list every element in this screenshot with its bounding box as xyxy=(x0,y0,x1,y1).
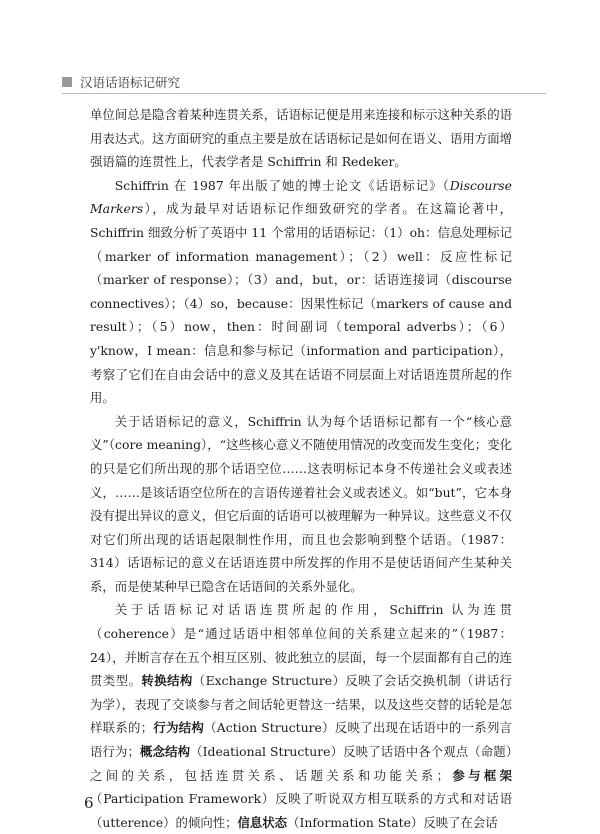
term-ideational-structure: 概念结构 xyxy=(139,744,191,760)
paragraph-4-text-6: （Information State）反映了在会话 xyxy=(287,814,498,830)
header-title: 汉语话语标记研究 xyxy=(80,75,181,90)
paragraph-2-text-b: ），成为最早对话语标记作细致研究的学者。在这篇论著中，Schiffrin 细致分析了英语中 11 个常用的话语标记：（1）oh：信息处理标记（marker of information management）；（2）well：反应性标记（marker of response）；（3）and，but，or：话语连接词（discourse connectives）；（4）so，because：因果性标记（markers of cause and result）；（5）now，then：时间副词（temporal adverbs）；（6）y'know，I mean：信息和参与标记（information and participation），考察了它们在自由会话中的意义及其在话语不同层面上对话语连贯所起的作用。 xyxy=(90,201,512,406)
paragraph-2 xyxy=(90,174,512,410)
term-information-state: 信息状态 xyxy=(237,814,288,830)
paragraph-4-text-1: 关于话语标记对话语连贯所起的作用，Schiffrin 认为连贯（coherence）是“通过话语中相邻单位间的关系建立起来的”（1987：24），并断言存在五个相互区别、彼此独立的层面，每一个层面都有自己的连贯类型。 xyxy=(90,602,512,689)
term-participation-framework: 参与框架 xyxy=(448,767,513,783)
paragraph-4-text-4: （Ideational Structure）反映了话语中各个观点（命题）之间的关系，包括连贯关系、话题关系和功能关系； xyxy=(90,744,513,783)
paragraph-2-text-a: Schiffrin 在 1987 年出版了她的博士论文《话语标记》（ xyxy=(114,177,450,193)
header-square-mark xyxy=(62,77,72,87)
book-title-italic: Discourse Markers xyxy=(90,177,512,217)
header-rule xyxy=(62,93,546,94)
paragraph-4-text-5: （Participation Framework）反映了听说双方相互联系的方式和对话语（utterence）的倾向性； xyxy=(90,791,512,830)
paragraph-4-text-2: （Exchange Structure）反映了会话交换机制（讲话行为学），表现了交谈参与者之间话轮更替这一结果，以及这些交替的话轮是怎样联系的； xyxy=(90,673,512,736)
paragraph-4-text-3: （Action Structure）反映了出现在话语中的一系列言语行为； xyxy=(90,720,513,760)
paragraph-3: 关于话语标记的意义，Schiffrin 认为每个话语标记都有一个“核心意义”（core meaning），“这些核心意义不随使用情况的改变而发生变化；变化的只是它们所出现的那个话语空位……这表明标记本身不传递社会义或表述义，……是该话语空位所在的言语传递着社会义或表述义。如“but”，它本身没有提出异议的意义，但它后面的话语可以被理解为一种异议。这些意义不仅对它们所出现的话语起限制性作用，而且也会影响到整个话语。（1987：314）话语标记的意义在话语连贯中所发挥的作用不是使话语间产生某种关系，而是使某种早已隐含在话语间的关系外显化。 xyxy=(90,413,512,594)
body-text xyxy=(90,103,512,834)
page-number: 6 xyxy=(84,794,94,812)
running-header xyxy=(62,71,546,93)
paragraph-1: 单位间总是隐含着某种连贯关系，话语标记便是用来连接和标示这种关系的语用表达式。这方面研究的重点主要是放在话语标记是如何在语义、语用方面增强语篇的连贯性上，代表学者是 Schiffrin 和 Redeker。 xyxy=(90,107,512,170)
term-action-structure: 行为结构 xyxy=(153,720,205,736)
term-exchange-structure: 转换结构 xyxy=(141,673,193,689)
paragraph-4 xyxy=(90,598,512,834)
